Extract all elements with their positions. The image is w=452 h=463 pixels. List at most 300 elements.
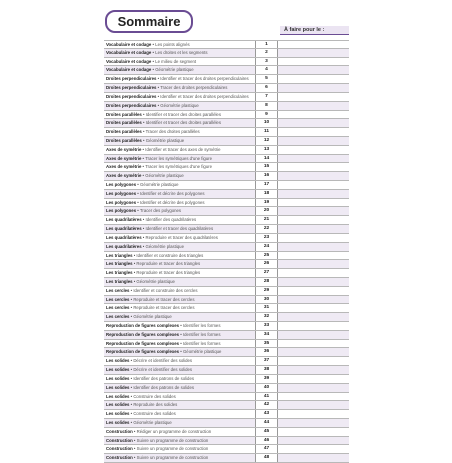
row-topic: Les triangles [106,252,133,258]
row-page-number: 26 [255,260,278,268]
due-date-cell[interactable] [278,199,349,207]
table-row [104,296,349,305]
row-text [104,340,255,348]
row-detail: Suivre un programme de construction [136,455,209,461]
table-row [104,137,349,146]
row-topic: Axes de symétrie [106,155,142,161]
bullet-separator: • [156,102,161,108]
table-row [104,190,349,199]
row-text [104,163,255,171]
due-date-cell[interactable] [278,260,349,268]
bullet-separator: • [141,129,146,135]
row-topic: Vocabulaire et codage [106,58,152,64]
row-page-number: 13 [255,146,278,154]
row-page-number: 38 [255,366,278,374]
row-page-number: 19 [255,199,278,207]
row-topic: Droites parallèles [106,137,142,143]
row-text [104,216,255,224]
row-topic: Les cercles [106,305,130,311]
table-row [104,348,349,357]
bullet-separator: • [132,270,137,276]
table-row [104,313,349,322]
row-detail: Identifier les formes [182,340,221,346]
row-page-number: 10 [255,119,278,127]
row-detail: Identifier et tracer des quadrilatères [145,226,214,232]
row-detail: Rédiger un programme de construction [136,428,212,434]
table-row [104,111,349,120]
row-detail: Géométrie plastique [145,243,184,249]
due-date-header: À faire pour le : [280,26,349,35]
due-date-cell[interactable] [278,296,349,304]
table-row [104,163,349,172]
row-topic: Vocabulaire et codage [106,42,152,47]
row-text [104,287,255,295]
bullet-separator: • [136,208,140,214]
row-detail: Suivre un programme de construction [136,446,209,452]
due-date-cell[interactable] [278,348,349,356]
table-row [104,40,349,49]
table-row [104,207,349,216]
bullet-separator: • [156,93,161,99]
row-detail: Suivre un programme de construction [136,437,209,443]
row-page-number: 36 [255,348,278,356]
row-page-number: 20 [255,207,278,215]
row-page-number: 42 [255,401,278,409]
row-detail: Identifier et décrire des polygones [140,190,205,196]
due-date-cell[interactable] [278,163,349,171]
row-topic: Axes de symétrie [106,164,142,170]
bullet-separator: • [129,393,134,399]
bullet-separator: • [129,384,134,390]
row-topic: Reproduction de figures complexes [106,340,180,346]
row-page-number: 5 [255,75,278,83]
row-topic: Les triangles [106,270,133,276]
bullet-separator: • [129,419,134,425]
due-date-cell[interactable] [278,66,349,74]
row-topic: Les polygones [106,190,137,196]
row-detail: Identifier et tracer des droites parallèles [145,120,221,126]
due-date-cell[interactable] [278,234,349,242]
due-date-cell[interactable] [278,137,349,145]
row-detail: Les points alignés [155,42,190,47]
row-page-number: 46 [255,437,278,445]
row-text [104,410,255,418]
row-page-number: 44 [255,419,278,427]
row-page-number: 15 [255,163,278,171]
row-page-number: 2 [255,49,278,57]
row-topic: Vocabulaire et codage [106,49,152,55]
row-page-number: 12 [255,137,278,145]
table-row [104,384,349,393]
bullet-separator: • [129,305,134,311]
table-row [104,155,349,164]
row-page-number: 47 [255,445,278,453]
row-detail: Identifier les formes [182,323,221,328]
row-page-number: 29 [255,287,278,295]
table-row [104,234,349,243]
row-topic: Les triangles [106,261,133,267]
row-page-number: 11 [255,128,278,136]
bullet-separator: • [141,234,146,240]
table-row [104,340,349,349]
row-detail: Décrire et identifier des solides [133,367,193,373]
due-date-cell[interactable] [278,454,349,462]
row-topic: Les solides [106,375,130,381]
table-row [104,58,349,67]
table-row [104,410,349,419]
due-date-cell[interactable] [278,384,349,392]
due-date-cell[interactable] [278,340,349,348]
row-detail: Tracer les symétriques d'une figure [145,155,213,161]
row-topic: Construction [106,428,133,434]
row-page-number: 3 [255,58,278,66]
row-detail: Identifier et tracer des droites parallèles [145,111,221,117]
bullet-separator: • [151,49,156,55]
row-detail: Identifier et construire des cercles [133,287,198,293]
row-page-number: 25 [255,252,278,260]
bullet-separator: • [141,146,146,152]
due-date-cell[interactable] [278,419,349,427]
row-page-number: 31 [255,304,278,312]
bullet-separator: • [179,331,183,337]
due-date-cell[interactable] [278,128,349,136]
row-page-number: 14 [255,155,278,163]
table-row [104,119,349,128]
row-page-number: 33 [255,322,278,330]
table-row [104,287,349,296]
row-detail: Reproduire et tracer des triangles [136,261,201,267]
due-date-cell[interactable] [278,366,349,374]
due-date-cell[interactable] [278,252,349,260]
row-text [104,384,255,392]
bullet-separator: • [129,367,134,373]
row-topic: Droites perpendiculaires [106,76,157,82]
row-topic: Droites parallèles [106,129,142,135]
bullet-separator: • [136,190,140,196]
row-text [104,419,255,427]
due-date-cell[interactable] [278,243,349,251]
title-box [105,10,193,33]
row-text [104,366,255,374]
row-topic: Les solides [106,367,130,373]
bullet-separator: • [132,428,137,434]
bullet-separator: • [156,85,161,91]
table-row [104,269,349,278]
table-row [104,375,349,384]
row-topic: Construction [106,455,133,461]
row-topic: Les triangles [106,278,133,284]
bullet-separator: • [132,455,137,461]
bullet-separator: • [141,226,146,232]
bullet-separator: • [151,58,156,64]
row-text [104,58,255,66]
row-text [104,41,255,48]
row-text [104,252,255,260]
due-date-cell[interactable] [278,278,349,286]
bullet-separator: • [132,446,137,452]
table-row [104,225,349,234]
bullet-separator: • [141,173,146,179]
row-topic: Reproduction de figures complexes [106,349,180,355]
row-topic: Les solides [106,402,130,408]
row-detail: Géométrie plastique [133,419,172,425]
row-detail: Géométrie plastique [133,314,172,320]
due-date-cell[interactable] [278,181,349,189]
bullet-separator: • [141,164,146,170]
row-page-number: 45 [255,428,278,436]
bullet-separator: • [129,402,134,408]
row-detail: Construire des solides [133,393,176,399]
row-topic: Axes de symétrie [106,173,142,179]
bullet-separator: • [151,42,156,47]
due-date-cell[interactable] [278,172,349,180]
row-text [104,146,255,154]
table-row [104,128,349,137]
row-topic: Les solides [106,358,130,364]
table-row [104,199,349,208]
row-page-number: 23 [255,234,278,242]
due-date-cell[interactable] [278,84,349,92]
row-topic: Construction [106,437,133,443]
row-topic: Droites perpendiculaires [106,93,157,99]
row-detail: Identifier et tracer des axes de symétrie [145,146,221,152]
row-page-number: 39 [255,375,278,383]
row-detail: Géométrie plastique [136,278,175,284]
due-date-cell[interactable] [278,393,349,401]
due-date-cell[interactable] [278,155,349,163]
row-topic: Les cercles [106,296,130,302]
row-text [104,437,255,445]
row-page-number: 22 [255,225,278,233]
row-text [104,445,255,453]
row-detail: Identifier et tracer des droites perpendiculaires [160,76,249,82]
row-topic: Les cercles [106,287,130,293]
table-row [104,366,349,375]
row-text [104,269,255,277]
row-text [104,102,255,110]
row-text [104,260,255,268]
bullet-separator: • [179,340,183,346]
due-date-cell[interactable] [278,322,349,330]
table-row [104,357,349,366]
row-page-number: 8 [255,102,278,110]
bullet-separator: • [132,261,137,267]
due-date-cell[interactable] [278,437,349,445]
due-date-cell[interactable] [278,445,349,453]
table-row [104,102,349,111]
row-detail: Géométrie plastique [155,67,194,73]
row-topic: Les solides [106,411,130,417]
row-text [104,243,255,251]
due-date-cell[interactable] [278,111,349,119]
due-date-cell[interactable] [278,146,349,154]
row-topic: Reproduction de figures complexes [106,331,180,337]
bullet-separator: • [132,278,137,284]
bullet-separator: • [136,182,140,187]
table-row [104,331,349,340]
table-row [104,216,349,225]
due-date-cell[interactable] [278,93,349,101]
row-text [104,75,255,83]
row-detail: Identifier et construire des triangles [136,252,204,258]
due-date-cell[interactable] [278,410,349,418]
bullet-separator: • [141,217,146,223]
row-text [104,322,255,330]
row-detail: Construire des solides [133,411,176,417]
bullet-separator: • [129,358,134,364]
bullet-separator: • [136,199,140,205]
bullet-separator: • [129,296,134,302]
row-page-number: 1 [255,41,278,48]
bullet-separator: • [132,437,137,443]
row-topic: Les polygones [106,182,137,187]
row-page-number: 16 [255,172,278,180]
row-text [104,428,255,436]
row-detail: Reproduire et tracer des cercles [133,305,195,311]
row-topic: Les solides [106,393,130,399]
row-text [104,393,255,401]
due-date-cell[interactable] [278,216,349,224]
row-topic: Vocabulaire et codage [106,67,152,73]
row-detail: Géométrie plastique [160,102,199,108]
row-text [104,207,255,215]
row-topic: Les quadrilatères [106,234,142,240]
row-text [104,190,255,198]
due-date-cell[interactable] [278,119,349,127]
due-date-cell[interactable] [278,75,349,83]
table-row [104,278,349,287]
row-page-number: 17 [255,181,278,189]
table-row [104,252,349,261]
row-detail: Décrire et identifier des solides [133,358,193,364]
row-page-number: 28 [255,278,278,286]
row-page-number: 27 [255,269,278,277]
row-detail: Identifier des patrons de solides [133,375,194,381]
bullet-separator: • [179,323,183,328]
table-row [104,172,349,181]
row-detail: Reproduire et tracer des triangles [136,270,201,276]
row-text [104,66,255,74]
table-row [104,75,349,84]
row-topic: Reproduction de figures complexes [106,323,180,328]
row-page-number: 41 [255,393,278,401]
row-page-number: 32 [255,313,278,321]
row-page-number: 34 [255,331,278,339]
bullet-separator: • [141,111,146,117]
row-page-number: 30 [255,296,278,304]
due-date-cell[interactable] [278,375,349,383]
due-date-cell[interactable] [278,207,349,215]
row-detail: Géométrie plastique [182,349,222,355]
row-text [104,225,255,233]
table-row [104,437,349,446]
row-text [104,93,255,101]
row-detail: Identifier des patrons de solides [133,384,194,390]
due-date-cell[interactable] [278,41,349,48]
row-detail: Géométrie plastique [145,173,184,179]
row-text [104,111,255,119]
row-topic: Droites perpendiculaires [106,85,157,91]
row-text [104,278,255,286]
bullet-separator: • [151,67,156,73]
row-topic: Les solides [106,419,130,425]
row-page-number: 21 [255,216,278,224]
due-date-cell[interactable] [278,269,349,277]
table-row [104,454,349,463]
row-page-number: 48 [255,454,278,462]
row-topic: Droites parallèles [106,111,142,117]
bullet-separator: • [129,411,134,417]
row-detail: Identifier et décrire des polygones [140,199,205,205]
table-row [104,428,349,437]
row-topic: Droites perpendiculaires [106,102,157,108]
row-text [104,296,255,304]
bullet-separator: • [129,375,134,381]
due-date-cell[interactable] [278,357,349,365]
row-detail: Géométrie plastique [140,182,179,187]
row-page-number: 4 [255,66,278,74]
row-page-number: 24 [255,243,278,251]
due-date-cell[interactable] [278,428,349,436]
table-row [104,243,349,252]
table-row [104,66,349,75]
row-text [104,331,255,339]
row-page-number: 6 [255,84,278,92]
row-detail: Géométrie plastique [145,137,185,143]
due-date-cell[interactable] [278,287,349,295]
row-topic: Construction [106,446,133,452]
bullet-separator: • [141,137,146,143]
due-date-cell[interactable] [278,190,349,198]
row-text [104,181,255,189]
table-row [104,93,349,102]
bullet-separator: • [129,287,134,293]
bullet-separator: • [179,349,183,355]
due-date-cell[interactable] [278,102,349,110]
row-topic: Les polygones [106,208,137,214]
row-topic: Droites parallèles [106,120,142,126]
table-row [104,181,349,190]
row-detail: Identifier des quadrilatères [145,217,197,223]
table-row [104,322,349,331]
due-date-cell[interactable] [278,304,349,312]
page-title: Sommaire [117,14,181,29]
row-text [104,128,255,136]
bullet-separator: • [156,76,161,82]
bullet-separator: • [141,120,146,126]
table-row [104,304,349,313]
table-row [104,401,349,410]
table-row [104,419,349,428]
due-date-cell[interactable] [278,401,349,409]
row-page-number: 43 [255,410,278,418]
due-date-cell[interactable] [278,225,349,233]
row-text [104,304,255,312]
table-row [104,393,349,402]
row-text [104,454,255,462]
due-date-cell[interactable] [278,331,349,339]
row-detail: Tracer les symétriques d'une figure [145,164,213,170]
row-page-number: 7 [255,93,278,101]
row-detail: Tracer des polygones [139,208,182,214]
contents-table [104,40,349,463]
row-text [104,84,255,92]
due-date-cell[interactable] [278,49,349,57]
due-date-cell[interactable] [278,313,349,321]
row-topic: Axes de symétrie [106,146,142,152]
bullet-separator: • [132,252,137,258]
due-date-cell[interactable] [278,58,349,66]
